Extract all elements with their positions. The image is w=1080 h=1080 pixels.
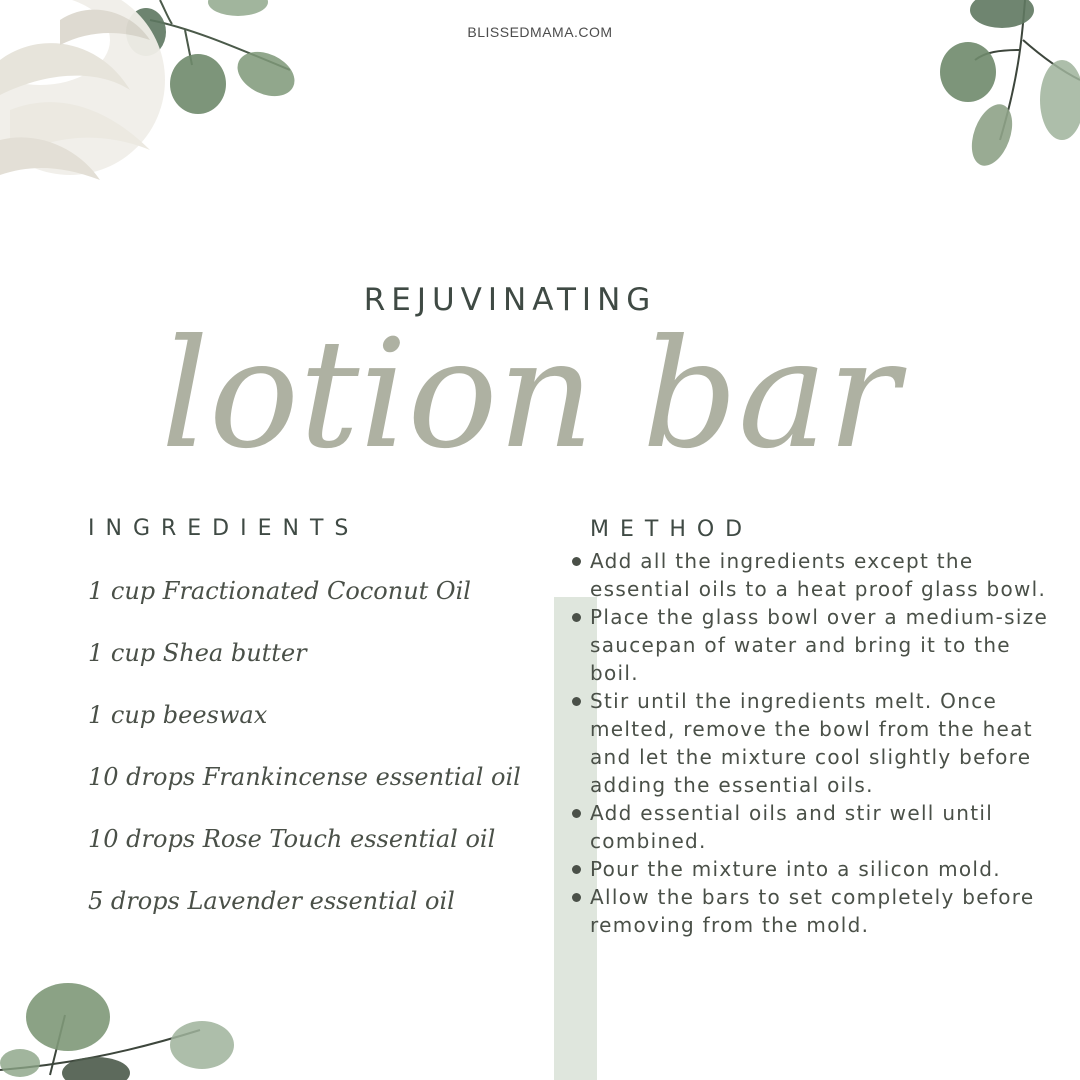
ingredients-heading: INGREDIENTS	[88, 516, 360, 541]
title-script	[160, 296, 900, 516]
method-step-text: Place the glass bowl over a medium-size saucepan of water and bring it to the boil.	[590, 605, 1049, 685]
method-step-text: Pour the mixture into a silicon mold.	[590, 857, 1001, 881]
method-step	[590, 603, 1050, 687]
bullet-icon	[572, 893, 581, 902]
method-step	[590, 799, 1050, 855]
method-step-text: Add essential oils and stir well until combined.	[590, 801, 994, 853]
method-step	[590, 687, 1050, 799]
site-url: BLISSEDMAMA.COM	[467, 24, 613, 40]
ingredient-item: 1 cup beeswax	[88, 701, 268, 729]
title-script-text: lotion bar	[160, 308, 900, 482]
title-kicker: REJUVINATING	[363, 282, 657, 318]
bullet-icon	[572, 697, 581, 706]
bullet-icon	[572, 557, 581, 566]
ingredients-list	[88, 571, 521, 943]
method-step	[590, 855, 1050, 883]
eucalyptus-sprig-bottom-left	[0, 975, 250, 1080]
method-step	[590, 883, 1050, 939]
ingredient-item: 5 drops Lavender essential oil	[88, 887, 455, 915]
method-step-text: Add all the ingredients except the essential oils to a heat proof glass bowl.	[590, 549, 1047, 601]
bullet-icon	[572, 613, 581, 622]
ingredient-item: 10 drops Frankincense essential oil	[88, 763, 521, 791]
method-list	[590, 547, 1050, 939]
ingredient-item: 10 drops Rose Touch essential oil	[88, 825, 496, 853]
ingredient-item: 1 cup Fractionated Coconut Oil	[88, 577, 471, 605]
method-step-text: Stir until the ingredients melt. Once melted, remove the bowl from the heat and let the mixture cool slightly before adding the essential oils.	[590, 689, 1033, 797]
method-heading: METHOD	[590, 517, 754, 542]
ingredient-item: 1 cup Shea butter	[88, 639, 307, 667]
bullet-icon	[572, 865, 581, 874]
bullet-icon	[572, 809, 581, 818]
method-step	[590, 547, 1050, 603]
method-step-text: Allow the bars to set completely before removing from the mold.	[590, 885, 1035, 937]
